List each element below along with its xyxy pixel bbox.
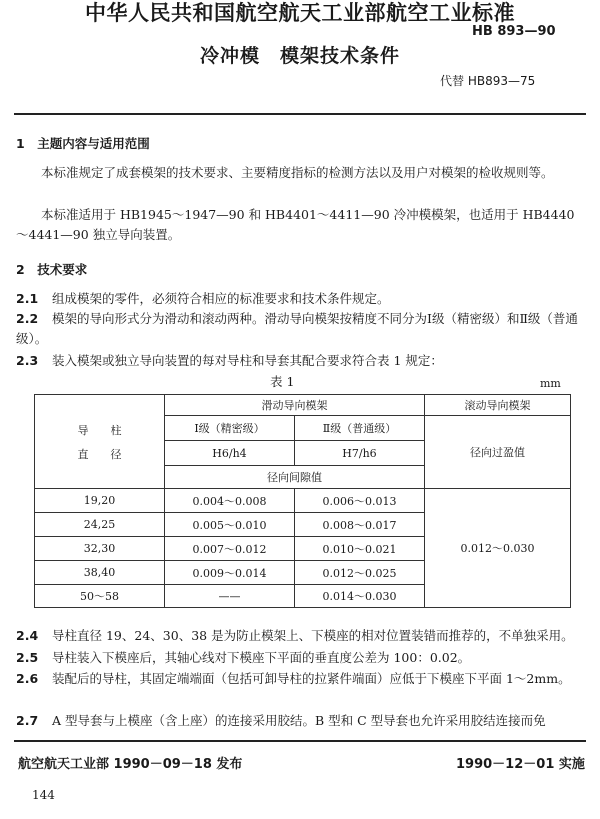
table-row bbox=[35, 489, 571, 513]
clause-2-2 bbox=[16, 309, 583, 349]
header-guide-post: 导 柱 bbox=[77, 423, 122, 437]
cell-diameter: 24,25 bbox=[35, 513, 165, 537]
issue-date: 航空航天工业部 1990－09－18 发布 bbox=[18, 757, 243, 772]
clause-text: 导柱装入下模座后，其轴心线对下模座下平面的垂直度公差为 100：0.02。 bbox=[52, 650, 471, 665]
clause-number: 2.5 bbox=[16, 650, 39, 665]
fit-tolerance-table bbox=[34, 394, 571, 608]
cell-diameter: 19,20 bbox=[35, 489, 165, 513]
clause-number: 2.1 bbox=[16, 291, 39, 306]
header-grade-1: Ⅰ级（精密级） bbox=[165, 416, 295, 441]
clause-2-4 bbox=[16, 626, 583, 646]
clause-number: 2.3 bbox=[16, 353, 39, 368]
clause-2-3 bbox=[16, 351, 583, 371]
cell-diameter: 32,30 bbox=[35, 537, 165, 561]
cell-grade-1: —— bbox=[165, 585, 295, 608]
standard-organization: 中华人民共和国航空航天工业部航空工业标准 bbox=[85, 1, 515, 25]
header-sliding: 滑动导向模架 bbox=[165, 395, 425, 416]
clause-2-1 bbox=[16, 289, 583, 309]
cell-grade-1: 0.005～0.010 bbox=[165, 513, 295, 537]
section-2-heading: 2 技术要求 bbox=[16, 262, 88, 277]
section-1-heading: 1 主题内容与适用范围 bbox=[16, 136, 150, 151]
header-fit-1: H6/h4 bbox=[165, 441, 295, 466]
clause-text: 模架的导向形式分为滑动和滚动两种。滑动导向模架按精度不同分为Ⅰ级（精密级）和Ⅱ级（普通级）。 bbox=[16, 311, 578, 346]
clause-text: 组成模架的零件，必须符合相应的标准要求和技术条件规定。 bbox=[52, 291, 390, 306]
clause-text: 导柱直径 19、24、30、38 是为防止模架上、下模座的相对位置装错而推荐的，不单独采用。 bbox=[52, 628, 574, 643]
cell-grade-1: 0.007～0.012 bbox=[165, 537, 295, 561]
cell-grade-1: 0.009～0.014 bbox=[165, 561, 295, 585]
header-fit-2: H7/h6 bbox=[295, 441, 425, 466]
standard-number: HB 893—90 bbox=[472, 24, 556, 39]
header-rule bbox=[14, 113, 586, 115]
clause-number: 2.2 bbox=[16, 311, 39, 326]
header-radial-clearance: 径向间隙值 bbox=[165, 466, 425, 489]
section-1-paragraph-1: 本标准规定了成套模架的技术要求、主要精度指标的检测方法以及用户对模架的检收规则等。 bbox=[41, 165, 554, 180]
effective-date: 1990－12－01 实施 bbox=[456, 757, 585, 772]
clause-2-6 bbox=[16, 669, 583, 689]
cell-grade-2: 0.008～0.017 bbox=[295, 513, 425, 537]
clause-text: A 型导套与上模座（含上座）的连接采用胶结。B 型和 C 型导套也允许采用胶结连接而免 bbox=[52, 713, 546, 728]
cell-grade-2: 0.010～0.021 bbox=[295, 537, 425, 561]
clause-text: 装配后的导柱，其固定端端面（包括可卸导柱的拉紧件端面）应低于下模座下平面 1～2mm。 bbox=[52, 671, 571, 686]
cell-diameter: 50～58 bbox=[35, 585, 165, 608]
clause-number: 2.4 bbox=[16, 628, 39, 643]
replaces-note: 代替 HB893—75 bbox=[440, 74, 536, 88]
clause-2-7 bbox=[16, 711, 583, 731]
header-grade-2: Ⅱ级（普通级） bbox=[295, 416, 425, 441]
cell-grade-2: 0.006～0.013 bbox=[295, 489, 425, 513]
cell-grade-1: 0.004～0.008 bbox=[165, 489, 295, 513]
table-header-row bbox=[35, 395, 571, 416]
page-title: 冷冲模 模架技术条件 bbox=[199, 45, 400, 67]
header-radial-interference: 径向过盈值 bbox=[425, 416, 571, 489]
header-rolling: 滚动导向模架 bbox=[425, 395, 571, 416]
section-1-paragraph-2: 本标准适用于 HB1945～1947—90 和 HB4401～4411—90 冷冲模模架，也适用于 HB4440～4441—90 独立导向装置。 bbox=[16, 207, 575, 242]
cell-grade-2: 0.014～0.030 bbox=[295, 585, 425, 608]
footer-rule bbox=[14, 740, 586, 742]
clause-number: 2.6 bbox=[16, 671, 39, 686]
cell-diameter: 38,40 bbox=[35, 561, 165, 585]
clause-2-5 bbox=[16, 648, 583, 668]
cell-rolling-value: 0.012～0.030 bbox=[425, 489, 571, 608]
clause-text: 装入模架或独立导向装置的每对导柱和导套其配合要求符合表 1 规定： bbox=[52, 353, 443, 368]
table-caption: 表 1 bbox=[270, 374, 295, 389]
page-number: 144 bbox=[32, 788, 55, 802]
table-unit: mm bbox=[540, 377, 561, 390]
clause-number: 2.7 bbox=[16, 713, 39, 728]
cell-grade-2: 0.012～0.025 bbox=[295, 561, 425, 585]
header-diameter: 直 径 bbox=[77, 447, 122, 461]
header-guide-post-diameter bbox=[35, 395, 165, 489]
